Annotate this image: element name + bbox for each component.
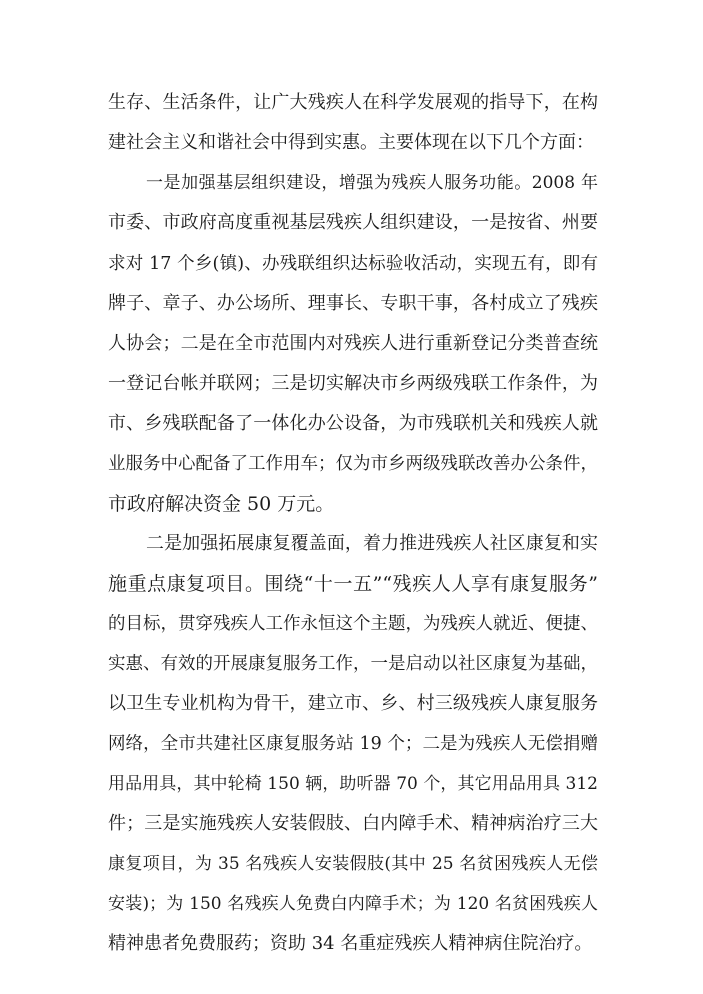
- text-line-11: 市政府解决资金 50 万元。: [108, 493, 335, 515]
- text-line-22: 精神患者免费服药；资助 34 名重症残疾人精神病住院治疗。: [108, 933, 593, 954]
- text-line-8: 一登记台帐并联网；三是切实解决市乡两级残联工作条件，为: [108, 373, 598, 394]
- text-line-7: 人协会；二是在全市范围内对残疾人进行重新登记分类普查统: [108, 333, 598, 354]
- text-line-14: 的目标，贯穿残疾人工作永恒这个主题，为残疾人就近、便捷、: [108, 614, 598, 634]
- text-line-15: 实惠、有效的开展康复服务工作，一是启动以社区康复为基础，: [108, 654, 598, 674]
- text-line-19: 件；三是实施残疾人安装假肢、白内障手术、精神病治疗三大: [108, 813, 598, 834]
- text-line-4: 市委、市政府高度重视基层残疾人组织建设，一是按省、州要: [108, 212, 598, 233]
- text-line-10: 业服务中心配备了工作用车；仅为市乡两级残联改善办公条件，: [108, 454, 598, 474]
- text-line-21: 安装)；为 150 名残疾人免费白内障手术；为 120 名贫困残疾人: [108, 894, 598, 914]
- text-line-12: 二是加强拓展康复覆盖面，着力推进残疾人社区康复和实: [146, 533, 598, 554]
- text-line-3: 一是加强基层组织建设，增强为残疾人服务功能。2008 年: [146, 173, 598, 193]
- text-line-16: 以卫生专业机构为骨干，建立市、乡、村三级残疾人康复服务: [108, 693, 598, 714]
- text-line-5: 求对 17 个乡(镇)、办残联组织达标验收活动，实现五有，即有: [108, 254, 598, 274]
- text-line-20: 康复项目，为 35 名残疾人安装假肢(其中 25 名贫困残疾人无偿: [108, 854, 598, 874]
- text-line-18: 用品用具，其中轮椅 150 辆，助听器 70 个，其它用品用具 312: [108, 774, 598, 794]
- text-line-17: 网络，全市共建社区康复服务站 19 个；二是为残疾人无偿捐赠: [108, 734, 598, 754]
- text-line-2: 建社会主义和谐社会中得到实惠。主要体现在以下几个方面：: [108, 132, 594, 153]
- text-line-1: 生存、生活条件，让广大残疾人在科学发展观的指导下，在构: [108, 92, 598, 113]
- text-line-13: 施重点康复项目。围绕“十一五”“残疾人人享有康复服务”: [108, 573, 598, 595]
- text-line-9: 市、乡残联配备了一体化办公设备，为市残联机关和残疾人就: [108, 413, 598, 434]
- text-line-6: 牌子、章子、办公场所、理事长、专职干事，各村成立了残疾: [108, 293, 598, 314]
